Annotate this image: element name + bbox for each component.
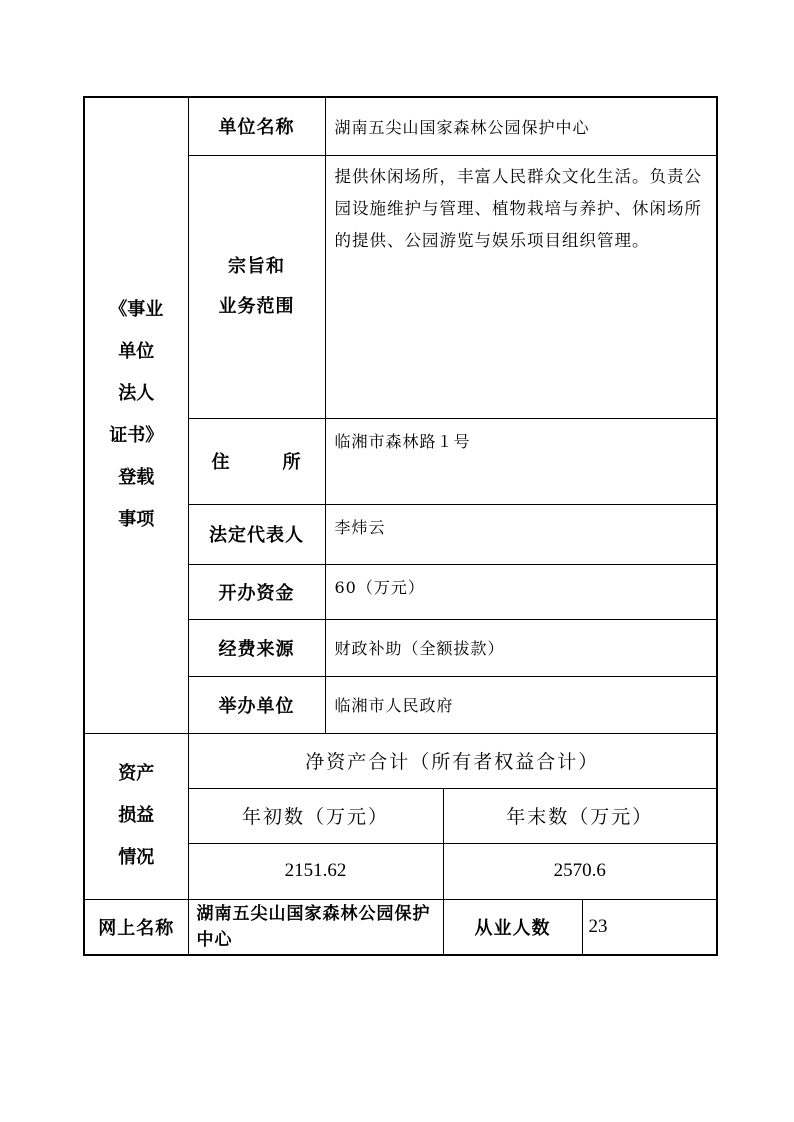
- legal-rep-value: 李炜云: [325, 504, 717, 564]
- funding-label: 经费来源: [188, 619, 325, 676]
- section-label-assets: 资产 损益 情况: [84, 733, 188, 899]
- address-label: 住 所: [188, 418, 325, 504]
- purpose-label: 宗旨和 业务范围: [188, 155, 325, 418]
- staff-count-value: 23: [582, 899, 717, 955]
- legal-rep-label: 法定代表人: [188, 504, 325, 564]
- section-label-registration: 《事业 单位 法人 证书》 登载 事项: [84, 97, 188, 733]
- capital-label: 开办资金: [188, 564, 325, 619]
- registration-table: [83, 96, 718, 956]
- row-online-name: [84, 899, 717, 955]
- begin-label: 年初数（万元）: [188, 788, 443, 843]
- row-net-assets-header: [84, 733, 717, 788]
- online-name-label: 网上名称: [84, 899, 188, 955]
- funding-value: 财政补助（全额拔款）: [325, 619, 717, 676]
- begin-value: 2151.62: [188, 843, 443, 899]
- purpose-value: 提供休闲场所，丰富人民群众文化生活。负责公园设施维护与管理、植物栽培与养护、休闲场所的提供、公园游览与娱乐项目组织管理。: [325, 155, 717, 418]
- address-value: 临湘市森林路１号: [325, 418, 717, 504]
- unit-name-value: 湖南五尖山国家森林公园保护中心: [325, 97, 717, 155]
- sponsor-value: 临湘市人民政府: [325, 676, 717, 733]
- net-assets-header: 净资产合计（所有者权益合计）: [188, 733, 717, 788]
- row-unit-name: [84, 97, 717, 155]
- sponsor-label: 举办单位: [188, 676, 325, 733]
- end-label: 年末数（万元）: [443, 788, 717, 843]
- end-value: 2570.6: [443, 843, 717, 899]
- staff-count-label: 从业人数: [443, 899, 582, 955]
- capital-value: 60（万元）: [325, 564, 717, 619]
- online-name-value: 湖南五尖山国家森林公园保护中心: [188, 899, 443, 955]
- unit-name-label: 单位名称: [188, 97, 325, 155]
